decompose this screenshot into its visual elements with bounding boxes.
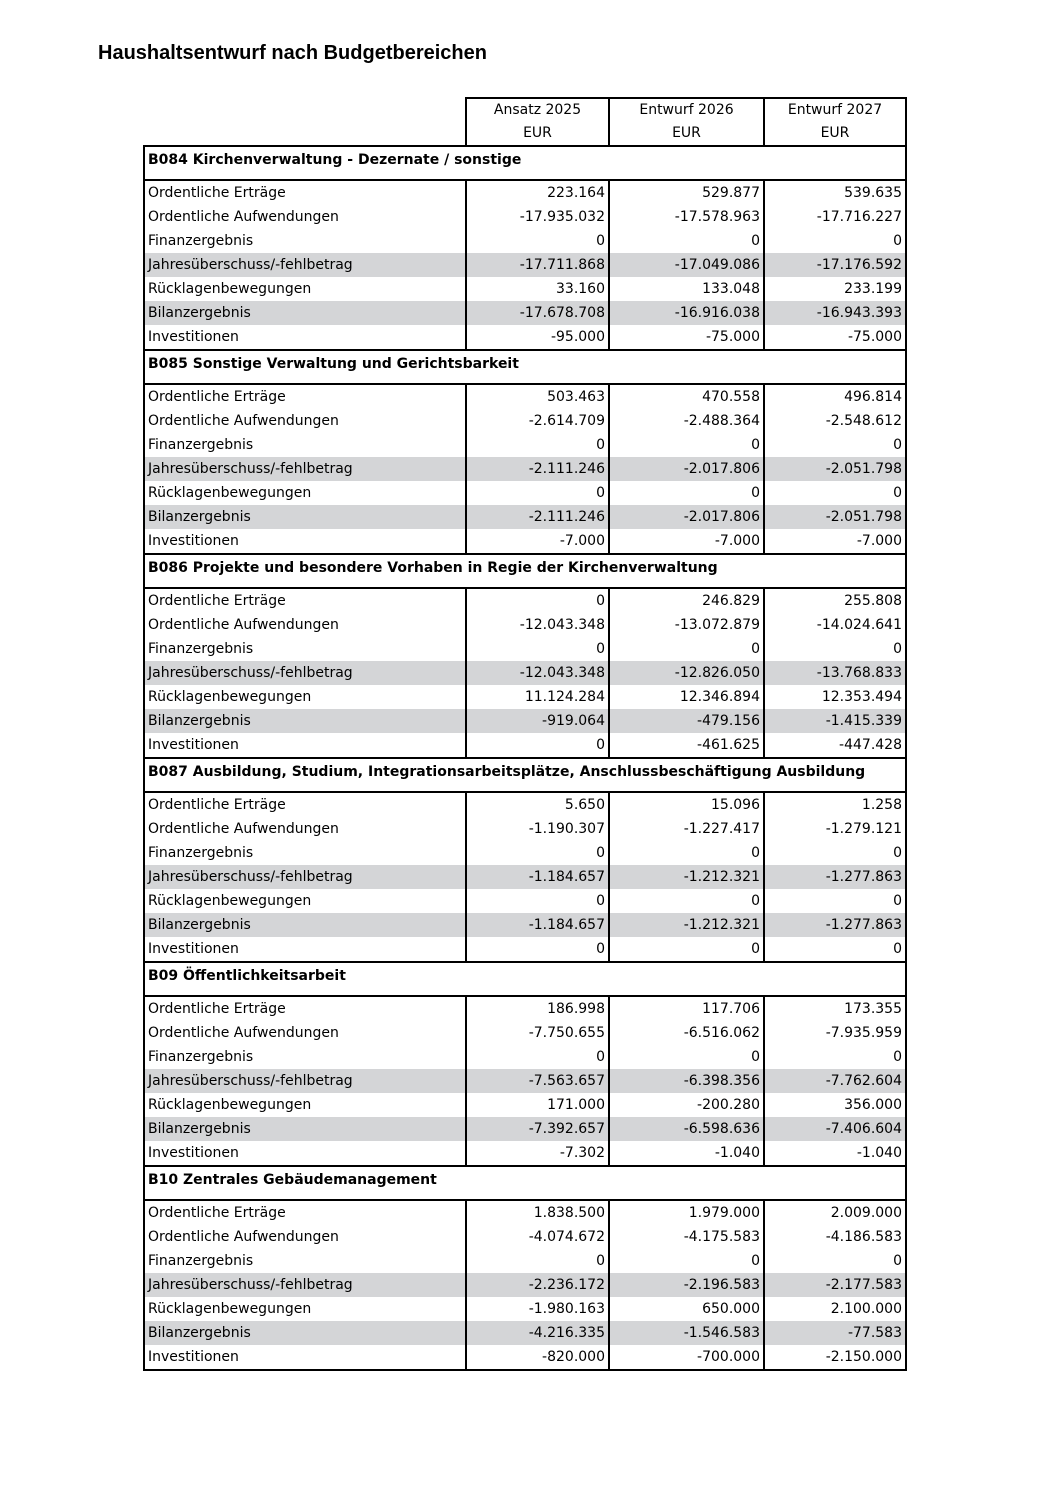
- row-value-col2: 0: [609, 1249, 764, 1273]
- row-label: Bilanzergebnis: [144, 913, 466, 937]
- row-value-col2: 117.706: [609, 996, 764, 1021]
- budget-table: [143, 97, 907, 1371]
- section-title: B086 Projekte und besondere Vorhaben in Regie der Kirchenverwaltung: [144, 554, 906, 588]
- row-label: Rücklagenbewegungen: [144, 889, 466, 913]
- table-row: [144, 277, 906, 301]
- row-value-col1: -12.043.348: [466, 613, 609, 637]
- row-value-col1: 503.463: [466, 384, 609, 409]
- row-value-col3: -1.040: [764, 1141, 906, 1166]
- section-title: B09 Öffentlichkeitsarbeit: [144, 962, 906, 996]
- row-value-col3: 0: [764, 937, 906, 962]
- row-value-col2: -2.196.583: [609, 1273, 764, 1297]
- table-row: [144, 889, 906, 913]
- header-col3-year: Entwurf 2027: [787, 102, 883, 118]
- table-row: [144, 433, 906, 457]
- row-value-col3: 0: [764, 481, 906, 505]
- row-value-col1: 5.650: [466, 792, 609, 817]
- row-label: Finanzergebnis: [144, 1045, 466, 1069]
- row-value-col3: 2.100.000: [764, 1297, 906, 1321]
- row-label: Rücklagenbewegungen: [144, 685, 466, 709]
- table-row: [144, 588, 906, 613]
- table-row: [144, 1321, 906, 1345]
- table-row: [144, 180, 906, 205]
- header-col3-unit: EUR: [820, 125, 850, 141]
- section-header-row: [144, 350, 906, 384]
- table-row: [144, 613, 906, 637]
- table-row: [144, 1093, 906, 1117]
- header-entwurf-2027: [764, 98, 906, 146]
- row-value-col3: -2.051.798: [764, 457, 906, 481]
- row-value-col2: -17.049.086: [609, 253, 764, 277]
- row-value-col3: 0: [764, 1249, 906, 1273]
- row-value-col1: -2.111.246: [466, 457, 609, 481]
- row-value-col1: -2.614.709: [466, 409, 609, 433]
- row-value-col3: -77.583: [764, 1321, 906, 1345]
- row-value-col1: 0: [466, 1249, 609, 1273]
- row-value-col1: -17.935.032: [466, 205, 609, 229]
- row-value-col3: 0: [764, 433, 906, 457]
- table-row: [144, 481, 906, 505]
- row-value-col2: -17.578.963: [609, 205, 764, 229]
- row-value-col2: 0: [609, 841, 764, 865]
- row-value-col2: 15.096: [609, 792, 764, 817]
- row-value-col2: 12.346.894: [609, 685, 764, 709]
- row-label: Ordentliche Aufwendungen: [144, 613, 466, 637]
- row-value-col1: 1.838.500: [466, 1200, 609, 1225]
- header-col2-unit: EUR: [672, 125, 701, 141]
- row-value-col3: -2.150.000: [764, 1345, 906, 1370]
- row-value-col2: -6.598.636: [609, 1117, 764, 1141]
- row-value-col2: -1.546.583: [609, 1321, 764, 1345]
- table-row: [144, 1297, 906, 1321]
- row-value-col1: -12.043.348: [466, 661, 609, 685]
- table-row: [144, 529, 906, 554]
- row-value-col3: -2.051.798: [764, 505, 906, 529]
- row-value-col1: -1.190.307: [466, 817, 609, 841]
- row-value-col1: 11.124.284: [466, 685, 609, 709]
- row-value-col2: -4.175.583: [609, 1225, 764, 1249]
- row-value-col2: 650.000: [609, 1297, 764, 1321]
- row-value-col2: 0: [609, 229, 764, 253]
- row-value-col1: -95.000: [466, 325, 609, 350]
- row-label: Jahresüberschuss/-fehlbetrag: [144, 457, 466, 481]
- row-value-col2: -1.040: [609, 1141, 764, 1166]
- header-col1-unit: EUR: [523, 125, 552, 141]
- row-label: Bilanzergebnis: [144, 505, 466, 529]
- row-value-col3: -16.943.393: [764, 301, 906, 325]
- row-value-col3: 539.635: [764, 180, 906, 205]
- row-value-col3: -7.000: [764, 529, 906, 554]
- row-value-col1: -4.216.335: [466, 1321, 609, 1345]
- table-row: [144, 457, 906, 481]
- table-row: [144, 1273, 906, 1297]
- row-label: Rücklagenbewegungen: [144, 1093, 466, 1117]
- table-row: [144, 1225, 906, 1249]
- row-value-col2: -2.017.806: [609, 505, 764, 529]
- table-row: [144, 325, 906, 350]
- row-value-col1: -7.000: [466, 529, 609, 554]
- section-header-row: [144, 758, 906, 792]
- row-label: Finanzergebnis: [144, 637, 466, 661]
- row-value-col3: 12.353.494: [764, 685, 906, 709]
- row-label: Bilanzergebnis: [144, 709, 466, 733]
- row-value-col2: -1.212.321: [609, 865, 764, 889]
- row-value-col1: -7.563.657: [466, 1069, 609, 1093]
- table-row: [144, 384, 906, 409]
- table-row: [144, 709, 906, 733]
- row-value-col1: -7.392.657: [466, 1117, 609, 1141]
- row-value-col1: 223.164: [466, 180, 609, 205]
- table-row: [144, 996, 906, 1021]
- row-value-col3: 0: [764, 229, 906, 253]
- table-row: [144, 792, 906, 817]
- row-label: Ordentliche Erträge: [144, 1200, 466, 1225]
- row-value-col1: -7.750.655: [466, 1021, 609, 1045]
- row-value-col2: -200.280: [609, 1093, 764, 1117]
- table-row: [144, 865, 906, 889]
- row-value-col1: 0: [466, 841, 609, 865]
- row-value-col2: 133.048: [609, 277, 764, 301]
- row-value-col3: 356.000: [764, 1093, 906, 1117]
- row-value-col3: 0: [764, 1045, 906, 1069]
- section-header-row: [144, 962, 906, 996]
- row-label: Ordentliche Erträge: [144, 588, 466, 613]
- row-label: Bilanzergebnis: [144, 1117, 466, 1141]
- table-row: [144, 913, 906, 937]
- row-value-col3: 255.808: [764, 588, 906, 613]
- row-value-col1: 0: [466, 481, 609, 505]
- row-value-col2: -16.916.038: [609, 301, 764, 325]
- table-row: [144, 733, 906, 758]
- row-value-col2: -7.000: [609, 529, 764, 554]
- row-label: Finanzergebnis: [144, 229, 466, 253]
- row-label: Jahresüberschuss/-fehlbetrag: [144, 1273, 466, 1297]
- row-value-col2: -2.017.806: [609, 457, 764, 481]
- row-value-col3: -4.186.583: [764, 1225, 906, 1249]
- row-label: Jahresüberschuss/-fehlbetrag: [144, 865, 466, 889]
- row-value-col1: -1.184.657: [466, 865, 609, 889]
- row-value-col1: -17.678.708: [466, 301, 609, 325]
- section-title: B084 Kirchenverwaltung - Dezernate / sonstige: [144, 146, 906, 180]
- table-row: [144, 1069, 906, 1093]
- table-row: [144, 1021, 906, 1045]
- table-row: [144, 841, 906, 865]
- table-row: [144, 301, 906, 325]
- row-value-col1: 0: [466, 1045, 609, 1069]
- row-value-col3: 0: [764, 637, 906, 661]
- row-value-col3: -17.176.592: [764, 253, 906, 277]
- row-label: Bilanzergebnis: [144, 301, 466, 325]
- row-value-col1: 0: [466, 637, 609, 661]
- section-title: B085 Sonstige Verwaltung und Gerichtsbarkeit: [144, 350, 906, 384]
- row-label: Ordentliche Erträge: [144, 180, 466, 205]
- row-label: Rücklagenbewegungen: [144, 481, 466, 505]
- table-row: [144, 637, 906, 661]
- row-value-col3: -1.277.863: [764, 865, 906, 889]
- row-value-col2: 0: [609, 1045, 764, 1069]
- row-label: Investitionen: [144, 733, 466, 758]
- row-label: Jahresüberschuss/-fehlbetrag: [144, 661, 466, 685]
- row-value-col2: -13.072.879: [609, 613, 764, 637]
- row-value-col3: -1.415.339: [764, 709, 906, 733]
- row-value-col3: -7.935.959: [764, 1021, 906, 1045]
- row-value-col3: 0: [764, 841, 906, 865]
- row-value-col2: 0: [609, 637, 764, 661]
- row-value-col1: 0: [466, 889, 609, 913]
- row-label: Finanzergebnis: [144, 1249, 466, 1273]
- row-label: Ordentliche Aufwendungen: [144, 205, 466, 229]
- row-value-col3: -14.024.641: [764, 613, 906, 637]
- row-value-col1: 0: [466, 588, 609, 613]
- row-value-col3: 496.814: [764, 384, 906, 409]
- header-entwurf-2026: [609, 98, 764, 146]
- row-value-col2: -1.227.417: [609, 817, 764, 841]
- section-title: B087 Ausbildung, Studium, Integrationsarbeitsplätze, Anschlussbeschäftigung Ausbildung: [144, 758, 906, 792]
- row-value-col2: 246.829: [609, 588, 764, 613]
- row-value-col1: -2.111.246: [466, 505, 609, 529]
- row-value-col2: 0: [609, 481, 764, 505]
- row-value-col1: 0: [466, 937, 609, 962]
- row-label: Ordentliche Erträge: [144, 996, 466, 1021]
- row-value-col1: -820.000: [466, 1345, 609, 1370]
- row-value-col3: 2.009.000: [764, 1200, 906, 1225]
- row-label: Finanzergebnis: [144, 841, 466, 865]
- row-value-col3: -447.428: [764, 733, 906, 758]
- row-label: Ordentliche Aufwendungen: [144, 409, 466, 433]
- row-value-col1: 0: [466, 733, 609, 758]
- table-row: [144, 1117, 906, 1141]
- row-label: Ordentliche Aufwendungen: [144, 817, 466, 841]
- table-row: [144, 937, 906, 962]
- row-value-col2: 1.979.000: [609, 1200, 764, 1225]
- table-row: [144, 1249, 906, 1273]
- section-header-row: [144, 554, 906, 588]
- row-value-col1: -17.711.868: [466, 253, 609, 277]
- row-label: Ordentliche Aufwendungen: [144, 1225, 466, 1249]
- row-value-col2: 0: [609, 889, 764, 913]
- section-title: B10 Zentrales Gebäudemanagement: [144, 1166, 906, 1200]
- row-label: Jahresüberschuss/-fehlbetrag: [144, 253, 466, 277]
- header-col1-year: Ansatz 2025: [493, 102, 582, 118]
- row-value-col3: 0: [764, 889, 906, 913]
- row-value-col3: -7.762.604: [764, 1069, 906, 1093]
- row-value-col1: 0: [466, 433, 609, 457]
- row-value-col2: -6.398.356: [609, 1069, 764, 1093]
- row-value-col3: -13.768.833: [764, 661, 906, 685]
- row-value-col2: -2.488.364: [609, 409, 764, 433]
- row-label: Investitionen: [144, 937, 466, 962]
- section-header-row: [144, 146, 906, 180]
- row-value-col1: -1.184.657: [466, 913, 609, 937]
- row-label: Ordentliche Aufwendungen: [144, 1021, 466, 1045]
- table-row: [144, 229, 906, 253]
- header-col2-year: Entwurf 2026: [639, 102, 734, 118]
- row-label: Finanzergebnis: [144, 433, 466, 457]
- row-label: Investitionen: [144, 1345, 466, 1370]
- row-value-col2: -1.212.321: [609, 913, 764, 937]
- page-title: Haushaltsentwurf nach Budgetbereichen: [98, 42, 487, 64]
- row-value-col1: 33.160: [466, 277, 609, 301]
- header-ansatz-2025: [466, 98, 609, 146]
- row-label: Rücklagenbewegungen: [144, 277, 466, 301]
- row-value-col2: 470.558: [609, 384, 764, 409]
- table-body: [144, 146, 906, 1370]
- row-label: Bilanzergebnis: [144, 1321, 466, 1345]
- section-header-row: [144, 1166, 906, 1200]
- table-row: [144, 685, 906, 709]
- row-label: Ordentliche Erträge: [144, 384, 466, 409]
- row-value-col1: 186.998: [466, 996, 609, 1021]
- row-label: Investitionen: [144, 529, 466, 554]
- row-value-col3: -17.716.227: [764, 205, 906, 229]
- row-value-col2: -6.516.062: [609, 1021, 764, 1045]
- row-value-col3: -1.279.121: [764, 817, 906, 841]
- row-value-col3: -2.177.583: [764, 1273, 906, 1297]
- table-row: [144, 253, 906, 277]
- row-label: Ordentliche Erträge: [144, 792, 466, 817]
- row-value-col3: 1.258: [764, 792, 906, 817]
- table-row: [144, 205, 906, 229]
- row-value-col1: -1.980.163: [466, 1297, 609, 1321]
- table-row: [144, 661, 906, 685]
- row-value-col2: -12.826.050: [609, 661, 764, 685]
- row-value-col3: -1.277.863: [764, 913, 906, 937]
- row-value-col3: 233.199: [764, 277, 906, 301]
- table-row: [144, 1345, 906, 1370]
- row-value-col3: 173.355: [764, 996, 906, 1021]
- row-value-col1: -7.302: [466, 1141, 609, 1166]
- row-value-col1: -919.064: [466, 709, 609, 733]
- row-value-col2: -479.156: [609, 709, 764, 733]
- table-row: [144, 505, 906, 529]
- row-value-col1: 0: [466, 229, 609, 253]
- row-value-col2: -461.625: [609, 733, 764, 758]
- table-row: [144, 817, 906, 841]
- table-row: [144, 1045, 906, 1069]
- row-value-col1: -2.236.172: [466, 1273, 609, 1297]
- row-label: Investitionen: [144, 325, 466, 350]
- table-row: [144, 1200, 906, 1225]
- table-row: [144, 1141, 906, 1166]
- row-label: Rücklagenbewegungen: [144, 1297, 466, 1321]
- table-header-row: [144, 98, 906, 146]
- row-value-col3: -7.406.604: [764, 1117, 906, 1141]
- row-label: Investitionen: [144, 1141, 466, 1166]
- header-blank-cell: [144, 98, 466, 146]
- table-row: [144, 409, 906, 433]
- row-value-col3: -2.548.612: [764, 409, 906, 433]
- row-value-col2: -700.000: [609, 1345, 764, 1370]
- row-value-col3: -75.000: [764, 325, 906, 350]
- row-value-col2: 0: [609, 937, 764, 962]
- row-value-col2: 0: [609, 433, 764, 457]
- row-value-col1: 171.000: [466, 1093, 609, 1117]
- row-value-col1: -4.074.672: [466, 1225, 609, 1249]
- row-label: Jahresüberschuss/-fehlbetrag: [144, 1069, 466, 1093]
- row-value-col2: -75.000: [609, 325, 764, 350]
- row-value-col2: 529.877: [609, 180, 764, 205]
